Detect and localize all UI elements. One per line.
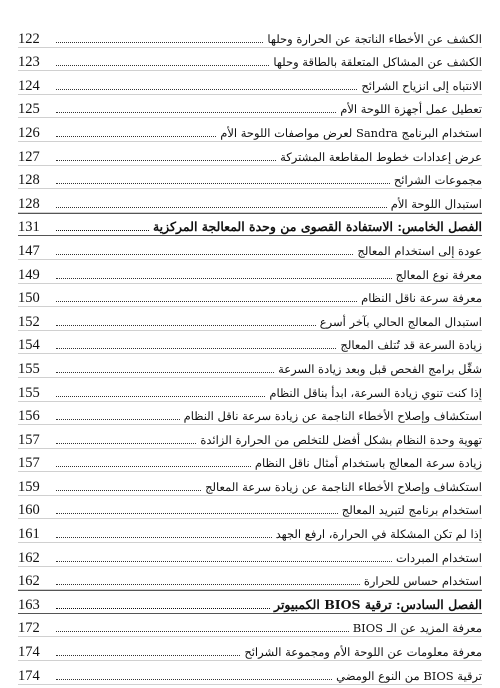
toc-entry-page-number: 152	[18, 313, 40, 330]
toc-entry-page-number: 127	[18, 148, 40, 165]
toc-entry-title: عرض إعدادات خطوط المقاطعة المشتركة	[280, 149, 482, 164]
toc-entry	[18, 236, 482, 260]
toc-entry	[18, 118, 482, 142]
toc-entry-title: استكشاف وإصلاح الأخطاء الناجمة عن زيادة سرعة المعالج	[205, 479, 482, 494]
toc-entry	[18, 519, 482, 543]
toc-entry	[18, 24, 482, 48]
toc-leader-dots	[56, 183, 390, 184]
toc-leader-dots	[56, 584, 360, 585]
toc-entry-title: معرفة سرعة ناقل النظام	[361, 291, 482, 306]
toc-entry-page-number: 123	[18, 54, 40, 71]
toc-leader-dots	[56, 372, 274, 373]
toc-entry	[18, 425, 482, 449]
toc-leader-dots	[56, 443, 196, 444]
toc-entry-page-number: 124	[18, 77, 40, 94]
toc-entry-page-number: 174	[18, 667, 40, 684]
toc-entry-page-number: 125	[18, 101, 40, 118]
toc-leader-dots	[56, 207, 387, 208]
toc-leader-dots	[56, 419, 180, 420]
toc-entry-page-number: 157	[18, 455, 40, 472]
toc-entry-title: ترقية BIOS من النوع الومضي	[336, 668, 482, 683]
toc-entry	[18, 543, 482, 567]
toc-entry-title: الكشف عن الأخطاء الناتجة عن الحرارة وحلها	[267, 31, 482, 46]
toc-entry-page-number: 157	[18, 431, 40, 448]
toc-entry	[18, 614, 482, 638]
toc-leader-dots	[56, 655, 240, 656]
toc-leader-dots	[56, 466, 251, 467]
toc-entry	[18, 637, 482, 661]
toc-entry	[18, 402, 482, 426]
toc-entry-title: معرفة نوع المعالج	[395, 267, 482, 282]
toc-entry-page-number: 160	[18, 502, 40, 519]
toc-leader-dots	[56, 89, 357, 90]
toc-entry	[18, 307, 482, 331]
toc-entry	[18, 449, 482, 473]
toc-entry-page-number: 155	[18, 360, 40, 377]
toc-entry-page-number: 126	[18, 124, 40, 141]
toc-leader-dots	[56, 561, 392, 562]
toc-entry-page-number: 154	[18, 337, 40, 354]
toc-entry	[18, 260, 482, 284]
toc-entry	[18, 48, 482, 72]
toc-entry-page-number: 162	[18, 573, 40, 590]
toc-entry-page-number: 155	[18, 384, 40, 401]
toc-entry-page-number: 150	[18, 290, 40, 307]
toc-leader-dots	[56, 136, 216, 137]
toc-leader-dots	[56, 631, 349, 632]
toc-leader-dots	[56, 608, 270, 609]
toc-entry	[18, 661, 482, 685]
toc-chapter-heading	[18, 590, 482, 614]
toc-entry-page-number: 149	[18, 266, 40, 283]
toc-leader-dots	[56, 513, 338, 514]
toc-entry-title: معرفة معلومات عن اللوحة الأم ومجموعة الشرائح	[244, 645, 482, 660]
toc-entry-title: استخدام حساس للحرارة	[363, 574, 482, 589]
toc-chapter-heading	[18, 213, 482, 237]
toc-leader-dots	[56, 396, 265, 397]
toc-entry-page-number: 147	[18, 242, 40, 259]
toc-entry-page-number: 174	[18, 644, 40, 661]
toc-entry	[18, 378, 482, 402]
toc-entry-title: الكشف عن المشاكل المتعلقة بالطاقة وحلها	[273, 55, 482, 70]
toc-leader-dots	[56, 230, 149, 231]
toc-entry-title: استكشاف وإصلاح الأخطاء الناجمة عن زيادة سرعة ناقل النظام	[183, 409, 482, 424]
toc-entry	[18, 567, 482, 591]
toc-entry	[18, 189, 482, 213]
toc-entry	[18, 496, 482, 520]
toc-entry	[18, 142, 482, 166]
toc-leader-dots	[56, 112, 336, 113]
toc-leader-dots	[56, 254, 353, 255]
toc-entry-page-number: 128	[18, 195, 40, 212]
toc-entry-title: شغِّل برامج الفحص قبل وبعد زيادة السرعة	[278, 361, 482, 376]
toc-entry-title: استخدام برنامج لتبريد المعالج	[341, 503, 482, 518]
toc-entry-page-number: 172	[18, 620, 40, 637]
toc-entry-page-number: 159	[18, 478, 40, 495]
toc-entry-title: إذا لم تكن المشكلة في الحرارة، ارفع الجهد	[275, 527, 482, 542]
toc-entry	[18, 284, 482, 308]
toc-entry-title: زيادة السرعة قد تُتلف المعالج	[340, 338, 482, 353]
toc-entry-title: استخدام المبردات	[395, 550, 482, 565]
toc-entry-page-number: 156	[18, 408, 40, 425]
toc-leader-dots	[56, 65, 269, 66]
toc-entry-title: عودة إلى استخدام المعالج	[357, 243, 482, 258]
toc-entry-title: تهوية وحدة النظام بشكل أفضل للتخلص من الحرارة الزائدة	[200, 432, 482, 447]
toc-entry-title: استخدام البرنامج Sandra لعرض مواصفات اللوحة الأم	[220, 125, 482, 140]
toc-entry-title: معرفة المزيد عن الـ BIOS	[352, 621, 482, 636]
toc-entry-title: مجموعات الشرائح	[393, 173, 482, 188]
toc-leader-dots	[56, 325, 316, 326]
toc-entry-page-number: 122	[18, 30, 40, 47]
toc-entry-title: الفصل السادس: ترقية BIOS الكمبيوتر	[274, 596, 482, 612]
toc-leader-dots	[56, 348, 336, 349]
toc-entry-page-number: 128	[18, 172, 40, 189]
toc-leader-dots	[56, 160, 276, 161]
toc-entry	[18, 166, 482, 190]
toc-leader-dots	[56, 301, 357, 302]
toc-entry-page-number: 131	[18, 219, 40, 236]
toc-entry	[18, 354, 482, 378]
toc-entry	[18, 71, 482, 95]
toc-entry-title: إذا كنت تنوي زيادة السرعة، ابدأ بناقل النظام	[269, 385, 482, 400]
toc-entry-page-number: 161	[18, 526, 40, 543]
toc-entry-title: استبدال اللوحة الأم	[390, 196, 482, 211]
toc-entry	[18, 472, 482, 496]
toc-entry-title: استبدال المعالج الحالي بآخر أسرع	[319, 314, 482, 329]
toc-entry-title: الانتباه إلى انزياح الشرائح	[361, 78, 482, 93]
toc-entry	[18, 95, 482, 119]
toc-leader-dots	[56, 42, 263, 43]
toc-leader-dots	[56, 537, 272, 538]
toc-entry-title: زيادة سرعة المعالج باستخدام أمثال ناقل النظام	[254, 456, 482, 471]
toc-entry-page-number: 162	[18, 549, 40, 566]
toc-entry-title: الفصل الخامس: الاستفادة القصوى من وحدة المعالجة المركزية	[152, 219, 482, 235]
toc-entry	[18, 331, 482, 355]
table-of-contents	[18, 24, 482, 685]
toc-leader-dots	[56, 490, 201, 491]
toc-leader-dots	[56, 679, 332, 680]
toc-leader-dots	[56, 278, 392, 279]
toc-entry-title: تعطيل عمل أجهزة اللوحة الأم	[340, 102, 482, 117]
toc-entry-page-number: 163	[18, 596, 40, 613]
